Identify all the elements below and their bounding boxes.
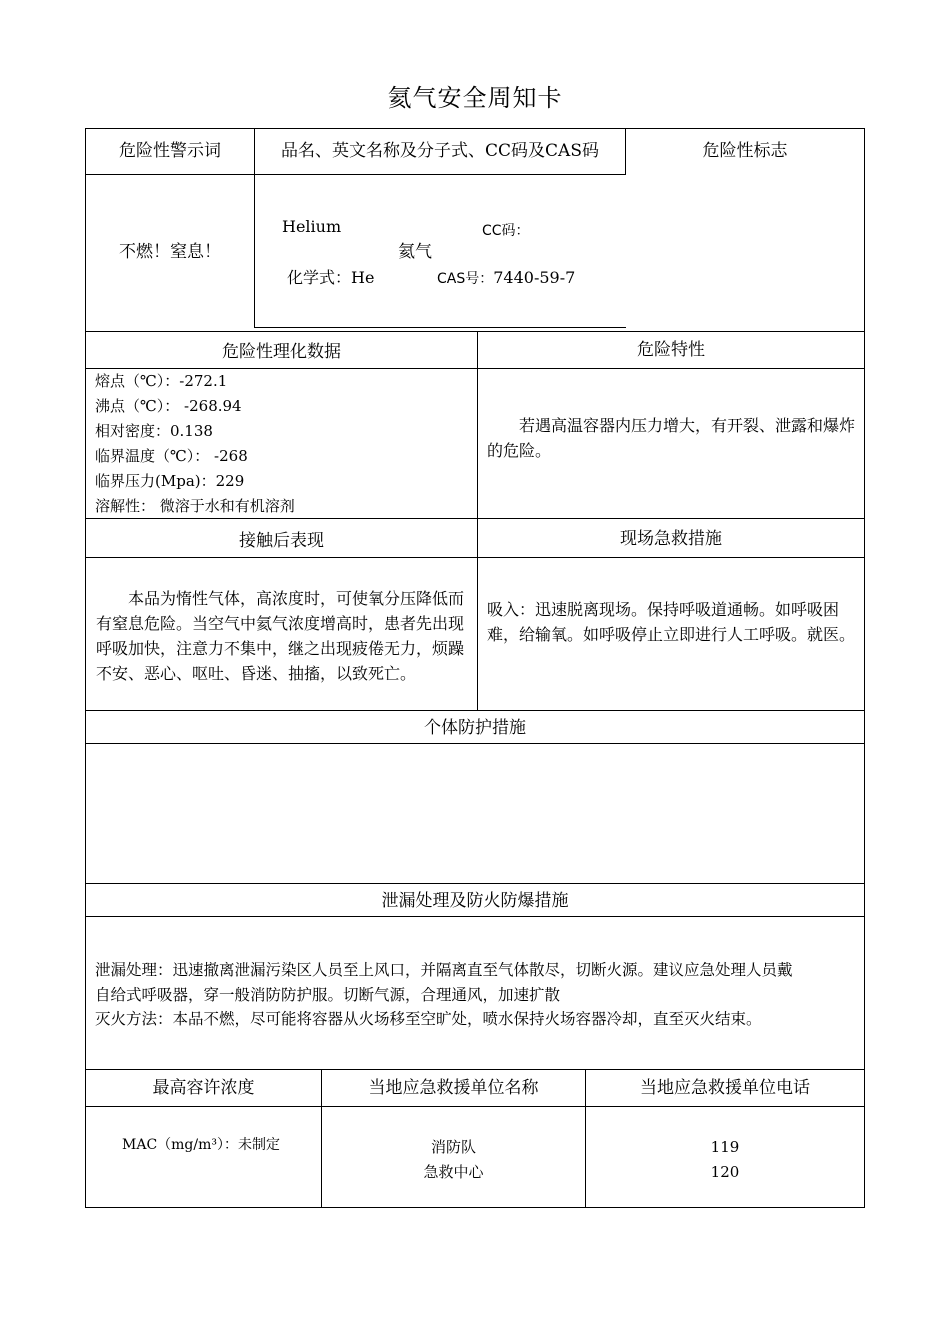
phone-emergency: 120 [710, 1163, 740, 1181]
leak-handling-line1: 泄漏处理：迅速撤离泄漏污染区人员至上风口，并隔离直至气体散尽，切断火源。建议应急处理人员戴 [95, 961, 793, 979]
cas-number: CAS号：7440-59-7 [437, 268, 576, 287]
critical-pressure: 临界压力(Mpa)：229 [95, 472, 245, 490]
relative-density: 相对密度：0.138 [95, 422, 213, 440]
warning-word-header: 危险性警示词 [119, 141, 221, 161]
melting-point: 熔点（℃）：-272.1 [95, 372, 228, 390]
hazard-sign-header: 危险性标志 [702, 141, 788, 161]
fire-fighting: 灭火方法：本品不燃，尽可能将容器从火场移至空旷处，喷水保持火场容器冷却，直至灭火结束。 [95, 1010, 762, 1028]
name-header: 品名、英文名称及分子式、CC码及CAS码 [281, 141, 599, 161]
warning-word: 不燃！窒息！ [119, 242, 221, 262]
english-name: Helium [282, 217, 342, 236]
leak-handling-line2: 自给式呼吸器，穿一般消防防护服。切断气源，合理通风，加速扩散 [95, 986, 561, 1004]
exposure-text: 本品为惰性气体，高浓度时，可使氧分压降低而有窒息危险。当空气中氦气浓度增高时，患者先出现呼吸加快，注意力不集中，继之出现疲倦无力，烦躁不安、恶心、呕吐、昏迷、抽搐，以致死亡。 [96, 589, 465, 683]
phone-fire: 119 [710, 1138, 740, 1156]
leak-heading: 泄漏处理及防火防爆措施 [381, 891, 569, 911]
ppe-heading: 个体防护措施 [424, 718, 526, 738]
mac-value: MAC（mg/m³）：未制定 [122, 1137, 280, 1153]
physchem-heading: 危险性理化数据 [222, 342, 341, 362]
max-concentration-heading: 最高容许浓度 [152, 1078, 255, 1098]
chemical-formula: 化学式：He [287, 268, 375, 287]
hazard-text: 若遇高温容器内压力增大，有开裂、泄露和爆炸的危险。 [487, 416, 856, 460]
critical-temperature: 临界温度（℃）： -268 [95, 447, 248, 465]
rescue-phone-heading: 当地应急救援单位电话 [640, 1078, 810, 1098]
hazard-heading: 危险特性 [637, 340, 705, 360]
rescue-unit-fire: 消防队 [430, 1138, 476, 1156]
rescue-unit-emergency: 急救中心 [423, 1163, 484, 1181]
exposure-heading: 接触后表现 [239, 531, 324, 551]
chinese-name: 氦气 [398, 242, 432, 262]
cc-code-label: CC码： [482, 223, 530, 239]
first-aid-heading: 现场急救措施 [620, 529, 722, 549]
boiling-point: 沸点（℃）： -268.94 [95, 397, 242, 415]
page-title: 氦气安全周知卡 [387, 84, 563, 112]
rescue-unit-heading: 当地应急救援单位名称 [368, 1078, 539, 1098]
solubility: 溶解性： 微溶于水和有机溶剂 [95, 497, 295, 515]
first-aid-text: 吸入：迅速脱离现场。保持呼吸道通畅。如呼吸困难，给输氧。如呼吸停止立即进行人工呼吸。就医。 [487, 600, 856, 644]
